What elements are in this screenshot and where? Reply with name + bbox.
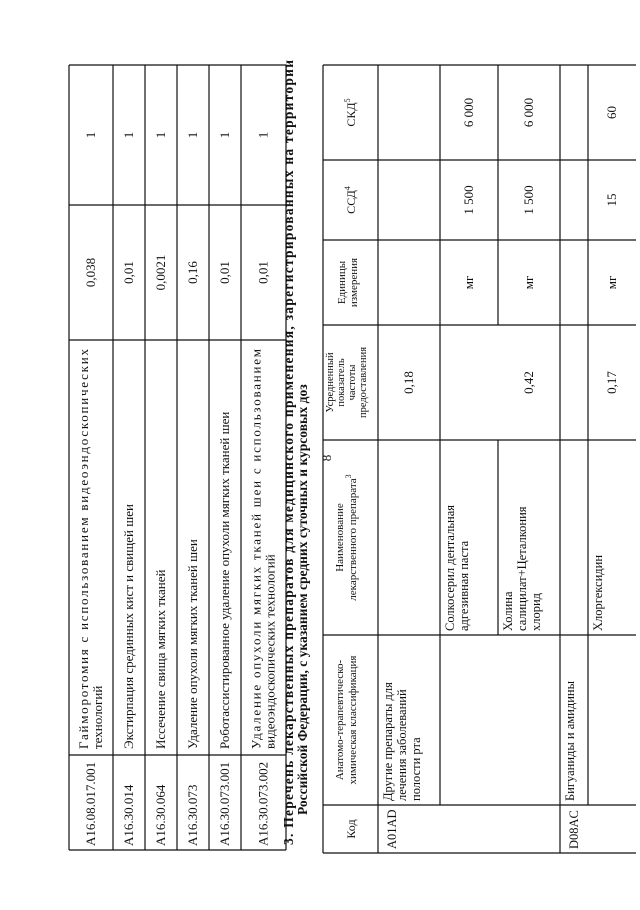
drug-ssd: 1 500 (521, 185, 536, 215)
service-multiplicity: 1 (217, 131, 232, 139)
service-frequency: 0,01 (217, 261, 232, 284)
service-code: A16.30.073.001 (217, 761, 232, 846)
service-name: Роботассистированное удаление опухоли мягких тканей шеи (217, 411, 232, 749)
service-name: Удаление опухоли мягких тканей шеи (185, 539, 200, 749)
service-frequency: 0,16 (185, 261, 200, 284)
header-code: Код (344, 819, 358, 839)
service-multiplicity: 1 (121, 131, 136, 139)
drug-name: Хлоргексидин (591, 554, 605, 631)
drug-skd: 6 000 (461, 97, 476, 128)
service-name: видеоэндоскопических технологий (262, 554, 278, 749)
service-code: A16.30.064 (153, 784, 168, 846)
service-multiplicity: 1 (185, 131, 200, 139)
service-code: A16.30.073.002 (255, 761, 271, 846)
drug-name: салицилат+Цеталкония (515, 506, 529, 631)
drug-name: адгезивная паста (457, 540, 471, 631)
header-frequency: предоставления (358, 346, 369, 419)
drug-name: хлорид (529, 592, 543, 631)
drug-name: Холина (501, 591, 515, 631)
service-name: Гайморотомия с использованием видеоэндоскопических (76, 349, 91, 749)
drug-code: A01AD (385, 809, 399, 849)
service-multiplicity: 1 (255, 131, 271, 139)
drug-atc-class: Бигуаниды и амидины (563, 681, 577, 801)
header-frequency: показатель (336, 358, 347, 407)
header-drug: лекарственного препарата$^3$ (344, 474, 359, 601)
header-skd: СКД$^5$ (343, 98, 358, 127)
service-name: Экстирпация срединных кист и свищей шеи (121, 504, 136, 749)
page-number: 8 (319, 454, 334, 462)
drug-atc-class: лечения заболеваний (395, 689, 409, 801)
service-frequency: 0,01 (255, 261, 271, 284)
header-unit: измерения (348, 257, 360, 308)
header-drug: Наименование (334, 503, 346, 572)
service-name: Иссечение свища мягких тканей (153, 569, 168, 749)
service-code: A16.30.014 (121, 784, 136, 846)
drug-unit: мг (521, 275, 536, 290)
drug-atc-class: Другие препараты для (381, 682, 395, 801)
service-multiplicity: 1 (153, 131, 168, 139)
drug-skd: 6 000 (521, 97, 536, 128)
service-code: A16.08.017.001 (83, 761, 98, 846)
service-frequency: 0,038 (83, 257, 98, 288)
drug-skd: 60 (604, 106, 619, 119)
service-name: Удаление опухоли мягких тканей шеи с использованием (248, 349, 264, 749)
drug-frequency: 0,42 (521, 371, 536, 394)
header-unit: Единицы (336, 260, 348, 305)
header-frequency: частоты (347, 364, 358, 401)
section-3-heading: 3. Перечень лекарственных препаратов для медицинского применения, зарегистрированных на территории (281, 60, 296, 845)
service-frequency: 0,01 (121, 261, 136, 284)
header-frequency: Усредненный (325, 352, 336, 413)
header-ssd: ССД$^4$ (343, 186, 358, 214)
drug-code: D08AC (567, 810, 581, 849)
drug-unit: мг (461, 275, 476, 290)
service-code: A16.30.073 (185, 784, 200, 846)
drug-atc-class: полости рта (409, 737, 423, 801)
drug-frequency: 0,17 (604, 371, 619, 394)
service-name: технологий (90, 685, 105, 749)
service-multiplicity: 1 (83, 131, 98, 139)
drug-frequency: 0,18 (401, 371, 416, 394)
drug-name: Солкосерил дентальная (443, 504, 457, 631)
drug-ssd: 1 500 (461, 185, 476, 215)
service-frequency: 0,0021 (153, 254, 168, 291)
drug-ssd: 15 (604, 193, 619, 207)
drug-unit: мг (604, 275, 619, 290)
header-atc: химическая классификация (347, 655, 359, 785)
section-3-heading: Российской Федерации, с указанием средних суточных и курсовых доз (295, 384, 310, 815)
header-atc: Анатомо-терапевтическо- (334, 659, 346, 781)
